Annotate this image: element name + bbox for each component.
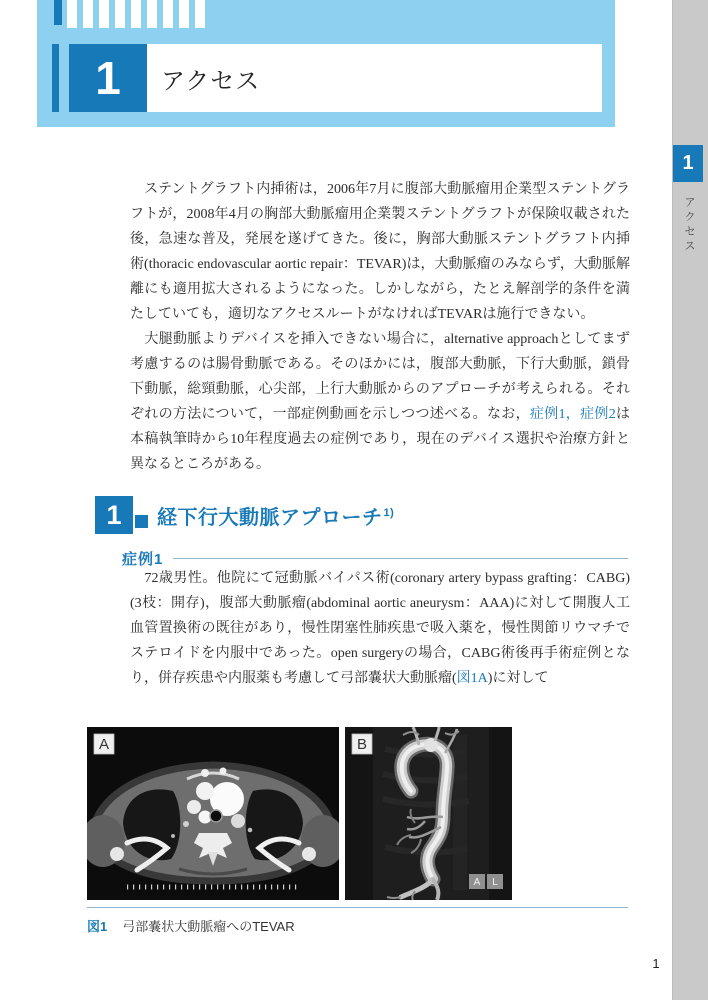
panel-a-label: A [98, 736, 110, 753]
header-accent-bar-icon [54, 0, 62, 25]
orientation-left-label: L [492, 877, 498, 888]
figure-caption [87, 916, 295, 935]
reference-mark: 1) [383, 506, 395, 519]
side-index-tab-number: 1 [673, 145, 703, 182]
side-index-strip [672, 0, 708, 1000]
figure-caption-text: 弓部嚢状大動脈瘤へのTEVAR [122, 919, 295, 934]
case-label: 症例1 [122, 551, 164, 568]
case-body-text [130, 566, 630, 691]
chapter-title: アクセス [147, 44, 602, 112]
figure-caption-rule [87, 907, 628, 908]
intro-paragraph-2-text-end: は本稿執筆時から10年程度過去の症例であり，現在のデバイス選択や治療方針と異なるところがある。 [130, 407, 631, 472]
section-number-notch-icon [135, 515, 148, 528]
section-number-badge: 1 [95, 496, 133, 534]
chapter-header-band [37, 0, 615, 127]
case-paragraph [130, 566, 630, 691]
figure-caption-label: 図1 [87, 919, 108, 934]
case-paragraph-text-end: )に対して [487, 671, 549, 686]
chapter-number: 1 [69, 44, 147, 112]
case-paragraph-text: 72歳男性。他院にて冠動脈バイパス術(coronary artery bypass grafting：CABG)(3枝：開存)，腹部大動脈瘤(abdominal aortic aneurysm：AAA)に対して開腹人工血管置換術の既往があり，慢性閉塞性肺疾患で吸入薬を，慢性関節リウマチでステロイドを内服中であった。open surgeryの場合，CABG術後再手術症例となり，併存疾患や内服薬も考慮して弓部嚢状大動脈瘤( [130, 571, 630, 686]
chapter-accent-bar [52, 44, 59, 112]
page-number: 1 [652, 956, 660, 971]
intro-paragraph-1 [130, 177, 630, 327]
panel-b-label: B [356, 736, 368, 753]
side-index-tab-label: アクセス [683, 196, 695, 254]
intro-paragraph-1-text: ステントグラフト内挿術は，2006年7月に腹部大動脈瘤用企業型ステントグラフトが，2008年4月の胸部大動脈瘤用企業製ステントグラフトが保険収載された後，急速な普及，発展を遂げてきた。後に，胸部大動脈ステントグラフト内挿術(thoracic endovascular aortic repair：TEVAR)は，大動脈瘤のみならず，大動脈解離にも適用拡大されるようになった。しかしながら，たとえ解剖学的条件を満たしていても，適切なアクセスルートがなければTEVARは施行できない。 [130, 182, 630, 322]
section-heading [95, 496, 394, 534]
intro-paragraph-2-text: 大腿動脈よりデバイスを挿入できない場合に，alternative approachとしてまず考慮するのは腸骨動脈である。そのほかには，腹部大動脈，下行大動脈，鎖骨下動脈，総頸動脈，心尖部，上行大動脈からのアプローチが考えられる。それぞれの方法について，一部症例動画を示しつつ述べる。なお， [130, 332, 630, 422]
case-header-rule [173, 558, 628, 559]
intro-text-block [130, 177, 630, 477]
figure-cross-reference: 図1A [456, 671, 488, 686]
intro-paragraph-2 [130, 327, 630, 477]
figure-panel-b-cta-image [345, 727, 512, 900]
orientation-anterior-label: A [473, 877, 481, 888]
section-title-text: 経下行大動脈アプローチ [157, 506, 383, 529]
case-cross-reference: 症例1，症例2 [529, 407, 616, 422]
ct-axial-illustration [87, 727, 339, 900]
cta-sagittal-illustration [345, 727, 512, 900]
header-stripes-decoration [67, 0, 205, 28]
figure-1 [87, 727, 628, 900]
section-title [157, 501, 394, 530]
figure-panel-a-ct-image [87, 727, 339, 900]
